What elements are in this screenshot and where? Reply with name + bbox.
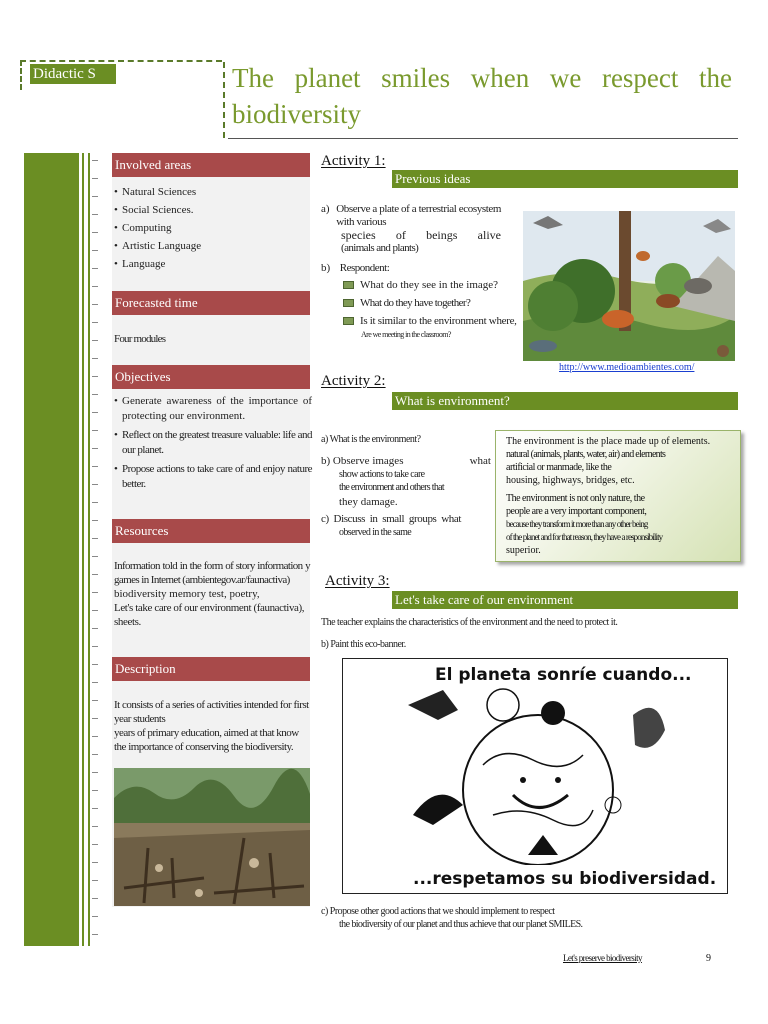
involved-areas-list	[114, 183, 310, 273]
title-rule	[228, 138, 738, 139]
box-line: natural (animals, plants, water, air) and elements	[506, 449, 666, 460]
ecosystem-illustration	[523, 211, 735, 361]
footer-text: Let's preserve biodiversity	[563, 953, 642, 963]
item-text: show actions to take care	[339, 469, 425, 480]
book-bullet-icon	[343, 317, 354, 325]
smiling-planet-drawing	[403, 685, 673, 865]
item-text: (animals and plants)	[341, 242, 419, 254]
list-item: • Computing	[114, 219, 310, 237]
left-bar-ticks	[92, 160, 98, 946]
description-line: years of primary education, aimed at that know the importance of conserving the biodiversity.	[114, 727, 299, 753]
list-item: • Reflect on the greatest treasure valuable: life and our planet.	[114, 428, 312, 458]
item-text: c) Propose other good actions that we should implement to respect	[321, 906, 555, 917]
activity1-title: Activity 1:	[321, 153, 386, 169]
box-line: superior.	[506, 545, 541, 556]
item-text: the biodiversity of our planet and thus achieve that our planet SMILES.	[339, 919, 583, 930]
list-item: • Propose actions to take care of and enjoy nature better.	[114, 462, 312, 492]
box-line: people are a very important component,	[506, 506, 647, 517]
resources-text	[114, 559, 310, 629]
activity3-title: Activity 3:	[325, 573, 390, 589]
item-label: b)	[321, 262, 331, 274]
eco-banner	[342, 658, 728, 894]
resources-line: Information told in the form of story information y games in Internet (ambientegov.ar/faunactiva)	[114, 560, 310, 586]
item-text: Respondent:	[339, 262, 390, 274]
item-text: they damage.	[339, 496, 398, 508]
box-line: housing, highways, bridges, etc.	[506, 475, 635, 486]
activity1-item-b	[321, 262, 389, 275]
page-number: 9	[706, 953, 711, 964]
description-line: It consists of a series of activities intended for first year students	[114, 699, 309, 725]
book-bullet-icon	[343, 299, 354, 307]
item-text: Observe a plate of a terrestrial ecosystem with various	[336, 203, 501, 228]
box-line: The environment is the place made up of elements.	[506, 436, 711, 447]
didactic-tab-label: Didactic S	[30, 64, 116, 84]
activity3-intro: The teacher explains the characteristics of the environment and the need to protect it.	[321, 617, 618, 628]
left-bar-lines	[82, 153, 90, 946]
question: What do they see in the image?	[360, 279, 499, 291]
list-item: • Language	[114, 255, 310, 273]
involved-areas-heading: Involved areas	[112, 153, 310, 177]
item-text: c) Discuss in small groups what	[321, 513, 461, 525]
question: What do they have together?	[360, 297, 471, 309]
activity1-item-a	[321, 203, 501, 255]
list-item: • Generate awareness of the importance of protecting our environment.	[114, 394, 312, 424]
activity2-title: Activity 2:	[321, 373, 386, 389]
forecasted-time-heading: Forecasted time	[112, 291, 310, 315]
source-link[interactable]: http://www.medioambientes.com/	[559, 362, 695, 373]
left-decorative-bar	[24, 153, 79, 946]
resources-line: biodiversity memory test, poetry,	[114, 588, 260, 600]
deforestation-photo	[114, 768, 310, 906]
list-item: • Social Sciences.	[114, 201, 310, 219]
banner-bottom-text: ...respetamos su biodiversidad.	[413, 869, 717, 889]
forecasted-time-value: Four modules	[114, 333, 166, 345]
resources-line: Let's take care of our environment (faunactiva), sheets.	[114, 602, 305, 628]
page-title: The planet smiles when we respect the biodiversity	[232, 63, 732, 129]
item-text: species of beings alive	[341, 228, 501, 242]
activity2-item-c	[321, 513, 461, 539]
activity2-item-b	[321, 455, 491, 509]
item-text: observed in the same	[339, 527, 412, 538]
description-heading: Description	[112, 657, 310, 681]
question-continued: Are we meeting in the classroom?	[361, 330, 451, 339]
description-text	[114, 698, 310, 754]
activity1-bar: Previous ideas	[392, 170, 738, 188]
item-label: a)	[321, 203, 330, 215]
list-item: • Artistic Language	[114, 237, 310, 255]
item-text: what	[469, 455, 491, 467]
box-line: because they transform it more than any other being	[506, 519, 648, 529]
list-item: • Natural Sciences	[114, 183, 310, 201]
box-line: The environment is not only nature, the	[506, 493, 645, 504]
item-text: the environment and others that	[339, 482, 444, 493]
objectives-heading: Objectives	[112, 365, 310, 389]
environment-definition-box	[495, 430, 741, 562]
header-divider	[223, 62, 225, 138]
objectives-list	[114, 394, 312, 496]
activity3-item-b: b) Paint this eco-banner.	[321, 639, 406, 650]
activity3-item-c	[321, 905, 621, 931]
resources-heading: Resources	[112, 519, 310, 543]
banner-top-text: El planeta sonríe cuando...	[435, 665, 692, 685]
item-text: b) Observe images	[321, 455, 404, 467]
activity2-bar: What is environment?	[392, 392, 738, 410]
activity2-item-a: a) What is the environment?	[321, 434, 421, 445]
box-line: artificial or manmade, like the	[506, 462, 612, 473]
activity3-bar: Let's take care of our environment	[392, 591, 738, 609]
question: Is it similar to the environment where,	[360, 315, 517, 327]
book-bullet-icon	[343, 281, 354, 289]
box-line: of the planet and for that reason, they have a responsibility	[506, 532, 663, 542]
activity1-questions	[343, 279, 543, 341]
